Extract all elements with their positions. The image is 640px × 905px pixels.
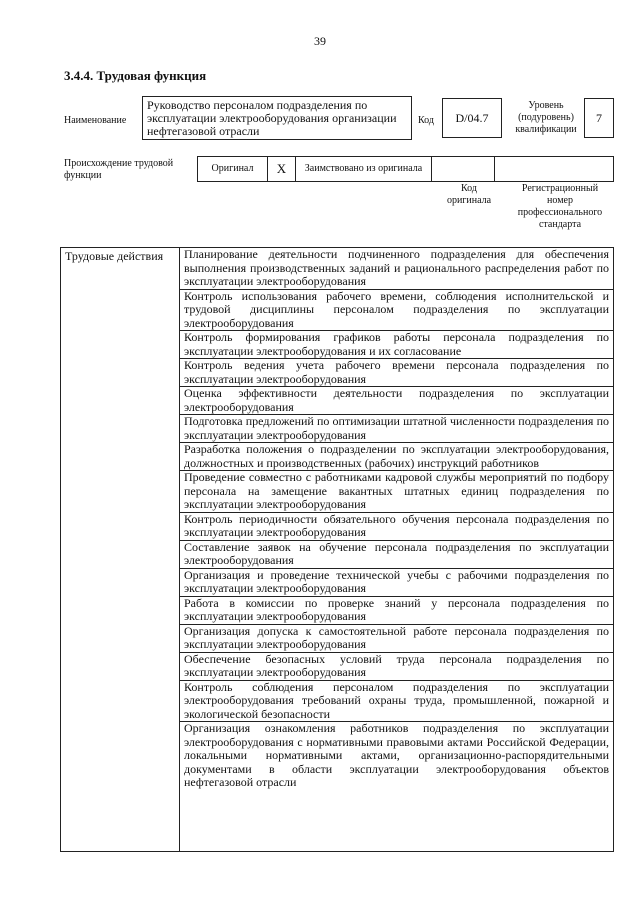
action-item: Подготовка предложений по оптимизации штатной численности подразделения по эксплуатации электрооборудования xyxy=(180,415,613,443)
origin-table xyxy=(198,156,614,182)
labor-actions-list xyxy=(180,248,613,851)
reg-number-cell xyxy=(494,156,614,182)
action-item: Контроль ведения учета рабочего времени персонала подразделения по эксплуатации электрооборудования xyxy=(180,359,613,387)
page-number: 39 xyxy=(314,34,326,48)
action-item: Организация ознакомления работников подразделения по эксплуатации электрооборудования с нормативными правовыми актами Российской Федерации, локальными нормативными актами, организационно-распорядительными документами в области эксплуатации электрооборудования объектов нефтегазовой отрасли xyxy=(184,721,609,789)
labor-actions-heading: Трудовые действия xyxy=(61,248,180,851)
section-title: 3.4.4. Трудовая функция xyxy=(64,68,207,83)
action-item: Планирование деятельности подчиненного подразделения для обеспечения выполнения производственных заданий и рационального распределения работ по эксплуатации электрооборудования xyxy=(180,248,613,290)
action-item: Составление заявок на обучение персонала подразделения по эксплуатации электрооборудования xyxy=(180,541,613,569)
original-label: Оригинал xyxy=(197,156,268,182)
action-item: Контроль соблюдения персоналом подразделения по эксплуатации электрооборудования требований охраны труда, промышленной, пожарной и экологической безопасности xyxy=(180,681,613,723)
origin-label: Происхождение трудовой функции xyxy=(64,158,174,181)
labor-actions-table xyxy=(60,247,614,852)
function-name: Руководство персоналом подразделения по эксплуатации электрооборудования организации нефтегазовой отрасли xyxy=(142,96,412,140)
reg-number-label: Регистрационный номер профессионального стандарта xyxy=(517,183,603,230)
action-item: Разработка положения о подразделении по эксплуатации электрооборудования, должностных и производственных (рабочих) инструкций работников xyxy=(180,443,613,471)
name-label: Наименование xyxy=(64,115,127,126)
function-code: D/04.7 xyxy=(442,98,502,138)
qualification-level-value: 7 xyxy=(584,98,614,138)
action-item: Проведение совместно с работниками кадровой службы мероприятий по подбору персонала на замещение вакантных штатных единиц подразделения по эксплуатации электрооборудования xyxy=(180,471,613,513)
action-item: Обеспечение безопасных условий труда персонала подразделения по эксплуатации электрооборудования xyxy=(180,653,613,681)
action-item: Оценка эффективности деятельности подразделения по эксплуатации электрооборудования xyxy=(180,387,613,415)
qualification-level-label: Уровень (подуровень) квалификации xyxy=(515,100,577,135)
borrowed-label: Заимствовано из оригинала xyxy=(295,156,432,182)
original-mark: X xyxy=(267,156,296,182)
code-original-label: Код оригинала xyxy=(446,183,492,206)
code-label: Код xyxy=(418,115,434,126)
action-item: Контроль формирования графиков работы персонала подразделения по эксплуатации электрооборудования и их согласование xyxy=(180,331,613,359)
action-item: Организация допуска к самостоятельной работе персонала подразделения по эксплуатации электрооборудования xyxy=(180,625,613,653)
action-item: Контроль периодичности обязательного обучения персонала подразделения по эксплуатации электрооборудования xyxy=(180,513,613,541)
action-item: Контроль использования рабочего времени, соблюдения исполнительской и трудовой дисциплины персоналом подразделения по эксплуатации электрооборудования xyxy=(180,290,613,332)
action-item: Организация и проведение технической учебы с рабочими подразделения по эксплуатации электрооборудования xyxy=(180,569,613,597)
action-item: Работа в комиссии по проверке знаний у персонала подразделения по эксплуатации электрооборудования xyxy=(180,597,613,625)
code-original-cell xyxy=(431,156,495,182)
